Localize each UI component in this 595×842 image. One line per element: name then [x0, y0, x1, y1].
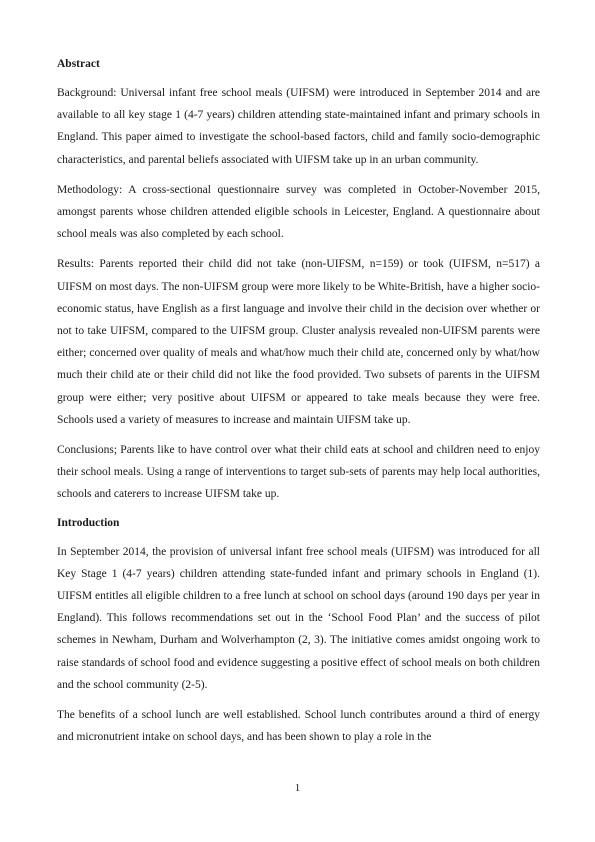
abstract-methodology-paragraph: Methodology: A cross-sectional questionnaire survey was completed in October-November 2015, amongst parents whose children attended eligible schools in Leicester, England. A questionnaire about school meals was also completed by each school. [57, 183, 540, 241]
introduction-heading: Introduction [57, 516, 120, 529]
abstract-conclusions-paragraph: Conclusions; Parents like to have control over what their child eats at school and children need to enjoy their school meals. Using a range of interventions to target sub-sets of parents may help local authorities, schools and caterers to increase UIFSM take up. [57, 444, 540, 501]
abstract-results-paragraph: Results: Parents reported their child did not take (non-UIFSM, n=159) or took (UIFSM, n=517) a UIFSM on most days. The non-UIFSM group were more likely to be White-British, have a higher socio-economic status, have English as a first language and involve their child in the decision over whether or not to take UIFSM, compared to the UIFSM group. Cluster analysis revealed non-UIFSM parents were either; concerned over quality of meals and what/how much their child ate, concerned only by what/how much their child ate or their child did not like the food provided. Two subsets of parents in the UIFSM group were either; very positive about UIFSM or appeared to take meals because they were free. Schools used a variety of measures to increase and maintain UIFSM take up. [57, 258, 540, 426]
page-body [57, 55, 540, 755]
page-number: 1 [294, 782, 301, 794]
introduction-paragraph-2: The benefits of a school lunch are well established. School lunch contributes around a third of energy and micronutrient intake on school days, and has been shown to play a role in the [57, 709, 540, 744]
abstract-heading: Abstract [57, 58, 100, 70]
abstract-background-paragraph: Background: Universal infant free school meals (UIFSM) were introduced in September 2014 and are available to all key stage 1 (4-7 years) children attending state-maintained infant and primary schools in England. This paper aimed to investigate the school-based factors, child and family socio-demographic characteristics, and parental beliefs associated with UIFSM take up in an urban community. [57, 87, 540, 166]
introduction-paragraph-1: In September 2014, the provision of universal infant free school meals (UIFSM) was introduced for all Key Stage 1 (4-7 years) children attending state-funded infant and primary schools in England (1). UIFSM entitles all eligible children to a free lunch at school on school days (around 190 days per year in England). This follows recommendations set out in the ‘School Food Plan’ and the success of pilot schemes in Newham, Durham and Wolverhampton (2, 3). The initiative comes amidst ongoing work to raise standards of school food and evidence suggesting a positive effect of school meals on both children and the school community (2-5). [57, 545, 540, 691]
